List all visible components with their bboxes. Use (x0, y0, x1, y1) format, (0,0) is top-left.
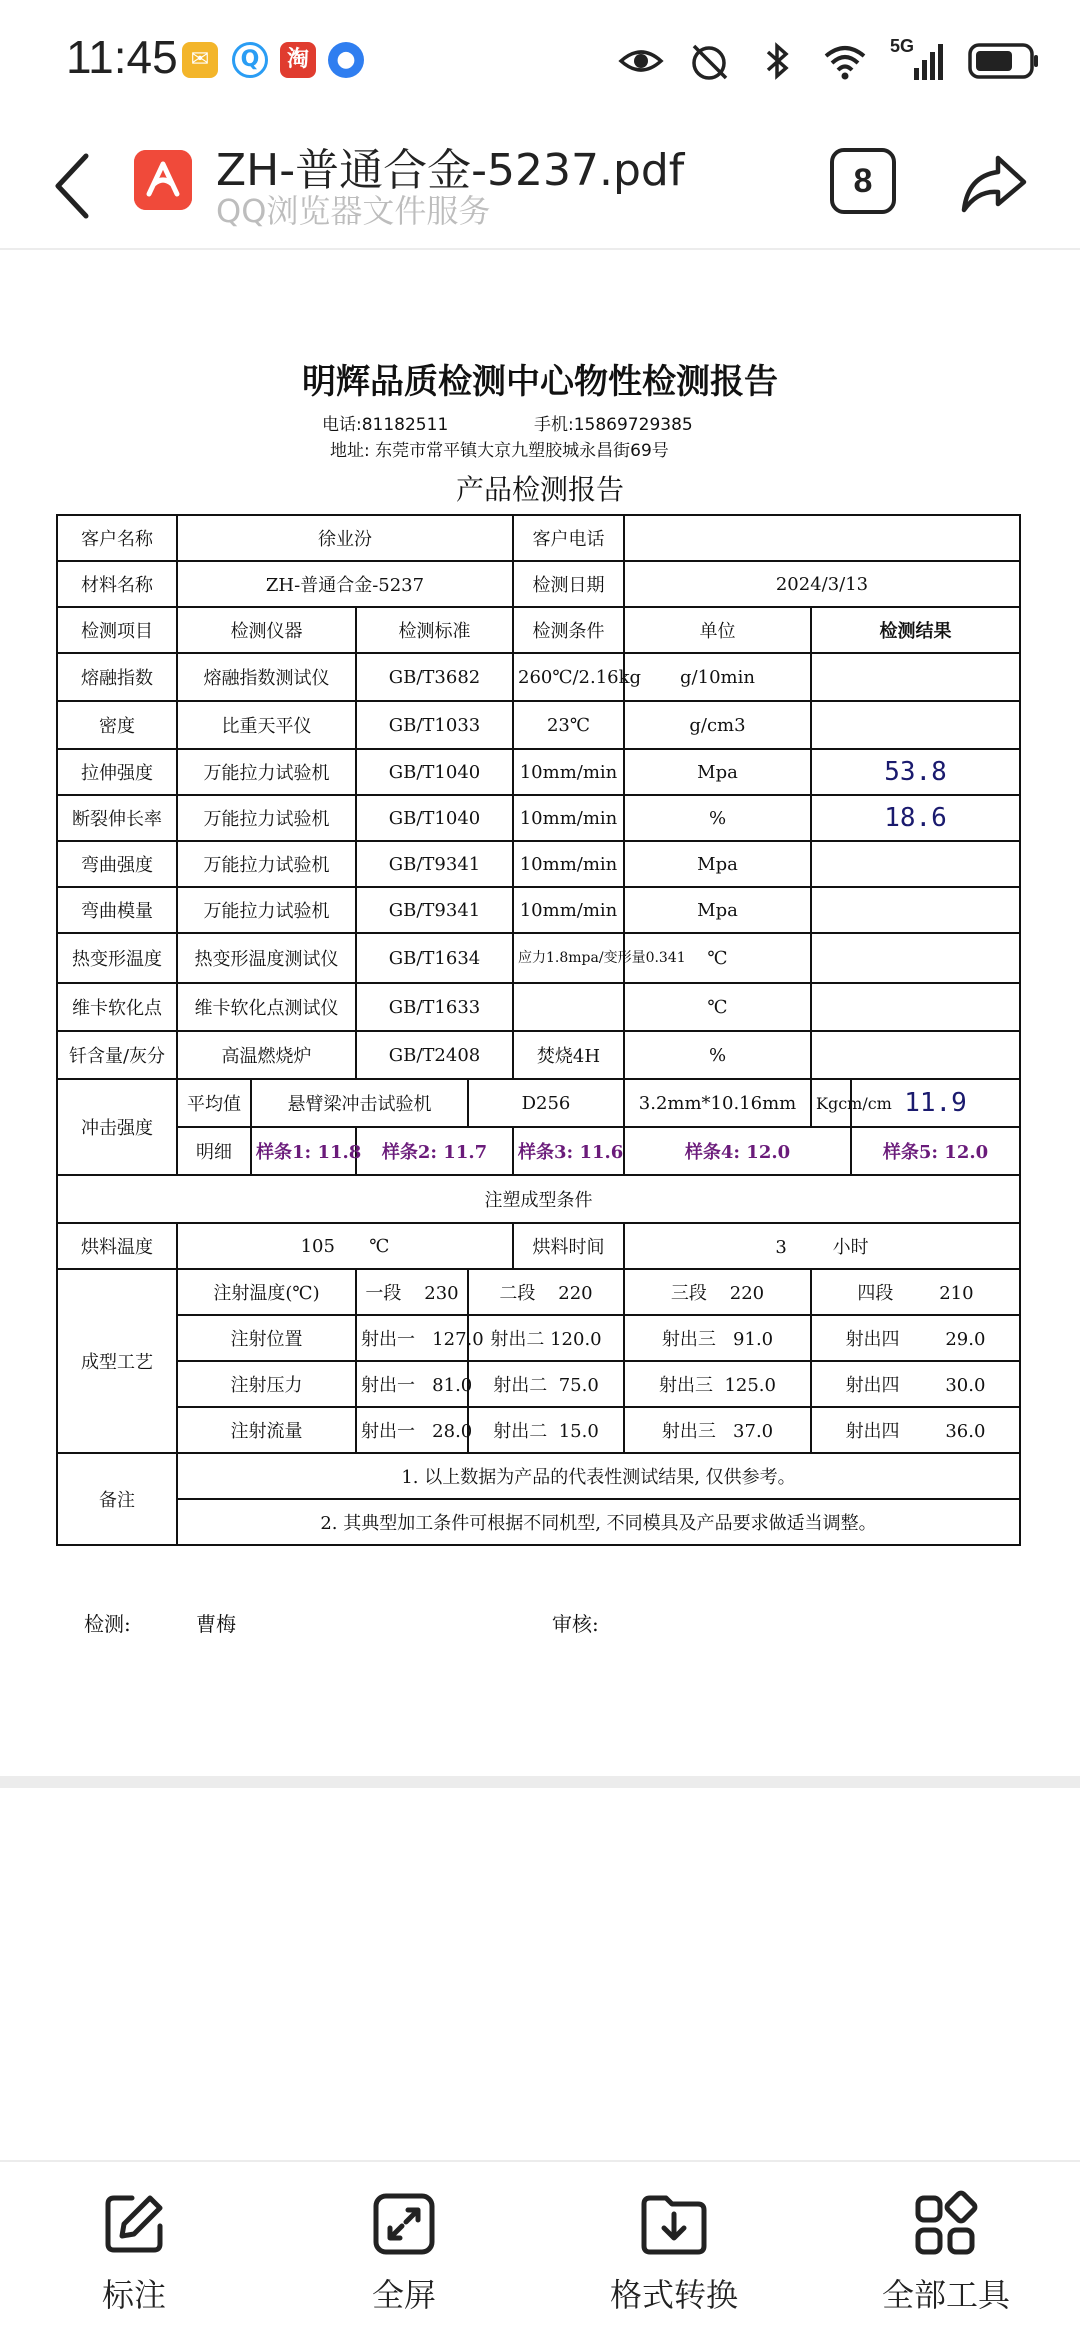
process-row (57, 1315, 1020, 1361)
impact-sample-1 (251, 1127, 362, 1175)
cell-label: 二段 (499, 1283, 536, 1304)
row-instrument: 万能拉力试验机 (177, 795, 356, 841)
table-row (57, 1031, 1020, 1079)
row-instrument: 比重天平仪 (177, 701, 356, 749)
impact-sample-2 (356, 1127, 513, 1175)
process-cell (468, 1407, 624, 1453)
row-instrument: 万能拉力试验机 (177, 749, 356, 795)
drying-temp-label: 烘料温度 (57, 1223, 177, 1269)
report-table (56, 514, 1021, 1546)
convert-button[interactable] (584, 2192, 764, 2316)
process-row-label: 注射压力 (177, 1361, 356, 1407)
sample-label: 样条1: (256, 1142, 312, 1163)
cell-value: 91.0 (733, 1329, 774, 1350)
row-unit: g/cm3 (624, 701, 811, 749)
col-header-unit: 单位 (624, 607, 811, 653)
cell-label: 四段 (857, 1283, 894, 1304)
cell-value: 220 (558, 1283, 593, 1304)
report-mobile: 手机:15869729385 (534, 415, 693, 435)
drying-temp-unit: ℃ (369, 1235, 390, 1257)
row-item: 密度 (57, 701, 177, 749)
report-title: 明辉品质检测中心物性检测报告 (302, 362, 778, 402)
notes-label: 备注 (57, 1453, 177, 1545)
impact-detail-label: 明细 (177, 1127, 251, 1175)
col-header-condition: 检测条件 (513, 607, 624, 653)
process-cell (356, 1407, 473, 1453)
row-item: 弯曲强度 (57, 841, 177, 887)
row-result: 53.8 (811, 749, 1020, 795)
process-cell (624, 1361, 811, 1407)
row-standard: GB/T1633 (356, 983, 513, 1031)
process-cell (468, 1269, 624, 1315)
cell-value: 29.0 (945, 1329, 986, 1350)
row-standard: GB/T2408 (356, 1031, 513, 1079)
row-result: 18.6 (811, 795, 1020, 841)
wifi-icon (822, 38, 868, 84)
row-unit: % (624, 1031, 811, 1079)
row-standard: GB/T1040 (356, 749, 513, 795)
row-item: 弯曲模量 (57, 887, 177, 933)
drying-time-unit: 小时 (832, 1237, 869, 1258)
cell-label: 射出三 (661, 1329, 716, 1350)
page-divider (0, 1776, 1080, 1788)
folder-download-icon (640, 2192, 708, 2256)
process-cell (468, 1315, 624, 1361)
row-condition: 23℃ (513, 701, 624, 749)
sample-value: 11.6 (579, 1142, 624, 1163)
row-result (811, 1031, 1020, 1079)
row-instrument: 维卡软化点测试仪 (177, 983, 356, 1031)
table-row (57, 983, 1020, 1031)
process-row-label: 注射位置 (177, 1315, 356, 1361)
process-cell (468, 1361, 624, 1407)
customer-name-label: 客户名称 (57, 515, 177, 561)
drying-time-label: 烘料时间 (513, 1223, 624, 1269)
col-header-result: 检测结果 (811, 607, 1020, 653)
inspector-name: 曹梅 (196, 1612, 236, 1636)
row-standard: GB/T1634 (356, 933, 513, 983)
process-cell (811, 1315, 1020, 1361)
impact-unit: Kgcm/cm (811, 1079, 851, 1127)
row-standard: GB/T1040 (356, 795, 513, 841)
inspector-label: 检测: (84, 1612, 131, 1636)
sample-value: 11.7 (443, 1142, 488, 1163)
row-item: 钎含量/灰分 (57, 1031, 177, 1079)
cell-value: 220 (729, 1283, 765, 1304)
material-name: ZH-普通合金-5237 (177, 561, 513, 607)
impact-average-row (57, 1079, 1020, 1127)
status-time: 11:45 (66, 31, 178, 83)
row-standard: GB/T9341 (356, 841, 513, 887)
taobao-app-icon: 淘 (280, 42, 316, 78)
file-title: ZH-普通合金-5237.pdf (216, 145, 685, 196)
cell-value: 230 (424, 1283, 459, 1304)
cell-label: 一段 (365, 1283, 402, 1304)
convert-label: 格式转换 (609, 2276, 738, 2314)
row-instrument: 熔融指数测试仪 (177, 653, 356, 701)
note-1: 1. 以上数据为产品的代表性测试结果, 仅供参考。 (177, 1453, 1020, 1499)
eye-icon (618, 38, 664, 84)
test-date: 2024/3/13 (624, 561, 1020, 607)
impact-condition: 3.2mm*10.16mm (624, 1079, 811, 1127)
fullscreen-button[interactable] (314, 2192, 494, 2316)
drying-temp: 105 (300, 1235, 335, 1257)
row-condition: 260℃/2.16kg (513, 653, 624, 701)
cell-label: 射出一 (361, 1421, 415, 1442)
cell-label: 射出二 (493, 1421, 548, 1442)
row-instrument: 热变形温度测试仪 (177, 933, 356, 983)
impact-sample-4 (624, 1127, 851, 1175)
drying-time-cell (624, 1223, 1020, 1269)
bluetooth-icon (754, 38, 800, 84)
row-unit: Mpa (624, 841, 811, 887)
customer-phone (624, 515, 1020, 561)
share-icon[interactable] (958, 150, 1030, 216)
table-row (57, 749, 1020, 795)
cell-label: 射出二 (493, 1375, 548, 1396)
row-result (811, 653, 1020, 701)
tab-count-button[interactable]: 8 (830, 148, 896, 214)
cell-value: 36.0 (945, 1421, 986, 1442)
process-cell (811, 1361, 1020, 1407)
cell-value: 75.0 (558, 1375, 599, 1396)
process-row (57, 1361, 1020, 1407)
cell-label: 射出三 (661, 1421, 716, 1442)
mail-app-icon: ✉ (182, 42, 218, 78)
row-item: 断裂伸长率 (57, 795, 177, 841)
fullscreen-label: 全屏 (371, 2276, 436, 2314)
sample-value: 11.8 (317, 1142, 362, 1163)
back-arrow-icon[interactable] (44, 146, 104, 226)
cell-label: 射出四 (845, 1329, 900, 1350)
sample-value: 12.0 (746, 1142, 791, 1163)
customer-phone-label: 客户电话 (513, 515, 624, 561)
row-result (811, 887, 1020, 933)
process-label: 成型工艺 (57, 1269, 177, 1453)
cell-value: 120.0 (550, 1329, 602, 1350)
row-unit: % (624, 795, 811, 841)
row-item: 熔融指数 (57, 653, 177, 701)
table-row (57, 701, 1020, 749)
row-instrument: 高温燃烧炉 (177, 1031, 356, 1079)
customer-name: 徐业汾 (177, 515, 513, 561)
sample-value: 12.0 (944, 1142, 989, 1163)
drying-temp-cell (177, 1223, 513, 1269)
col-header-standard: 检测标准 (356, 607, 513, 653)
cell-value: 125.0 (724, 1375, 776, 1396)
row-item: 维卡软化点 (57, 983, 177, 1031)
table-row (57, 887, 1020, 933)
app-header (0, 120, 1080, 250)
impact-sample-5 (851, 1127, 1020, 1175)
row-unit: Mpa (624, 887, 811, 933)
row-result (811, 841, 1020, 887)
row-instrument: 万能拉力试验机 (177, 887, 356, 933)
cell-value: 15.0 (558, 1421, 599, 1442)
row-item: 热变形温度 (57, 933, 177, 983)
col-header-instrument: 检测仪器 (177, 607, 356, 653)
cell-label: 射出一 (361, 1329, 415, 1350)
cellular-signal-icon (890, 38, 946, 84)
drying-time: 3 (775, 1237, 787, 1258)
test-date-label: 检测日期 (513, 561, 624, 607)
network-type: 5G (890, 36, 915, 56)
impact-result: 11.9 (851, 1079, 1020, 1127)
table-row (57, 933, 1020, 983)
sample-label: 样条2: (381, 1142, 438, 1163)
cell-value: 81.0 (432, 1375, 473, 1396)
process-cell (356, 1315, 484, 1361)
impact-standard: D256 (468, 1079, 624, 1127)
impact-avg-label: 平均值 (177, 1079, 251, 1127)
report-address: 地址: 东莞市常平镇大京九塑胶城永昌街69号 (330, 441, 669, 461)
status-bar (0, 0, 1080, 120)
alarm-off-icon (686, 38, 732, 84)
row-item: 拉伸强度 (57, 749, 177, 795)
table-row (57, 653, 1020, 701)
sample-label: 样条3: (518, 1142, 574, 1163)
process-cell (624, 1407, 811, 1453)
process-row-label: 注射流量 (177, 1407, 356, 1453)
row-condition: 焚烧4H (513, 1031, 624, 1079)
material-name-label: 材料名称 (57, 561, 177, 607)
impact-label: 冲击强度 (57, 1079, 177, 1175)
cell-label: 射出三 (659, 1375, 713, 1396)
row-condition: 10mm/min (513, 795, 624, 841)
row-condition: 10mm/min (513, 749, 624, 795)
row-result (811, 983, 1020, 1031)
row-unit: ℃ (624, 933, 811, 983)
row-condition: 10mm/min (513, 841, 624, 887)
row-standard: GB/T9341 (356, 887, 513, 933)
impact-sample-3 (513, 1127, 624, 1175)
process-row (57, 1269, 1020, 1315)
file-subtitle: QQ浏览器文件服务 (216, 192, 491, 230)
cell-label: 射出四 (845, 1421, 900, 1442)
sample-label: 样条4: (684, 1142, 741, 1163)
row-condition (513, 983, 624, 1031)
molding-title: 注塑成型条件 (57, 1175, 1020, 1223)
row-instrument: 万能拉力试验机 (177, 841, 356, 887)
process-cell (624, 1269, 811, 1315)
cell-label: 射出一 (361, 1375, 415, 1396)
annotate-label: 标注 (101, 2276, 166, 2314)
report-subtitle: 产品检测报告 (455, 473, 624, 506)
col-header-item: 检测项目 (57, 607, 177, 653)
cell-label: 三段 (670, 1283, 707, 1304)
row-standard: GB/T1033 (356, 701, 513, 749)
row-result (811, 933, 1020, 983)
cell-label: 射出四 (845, 1375, 900, 1396)
row-condition: 应力1.8mpa/变形量0.341 (513, 933, 624, 983)
annotate-button[interactable] (44, 2192, 224, 2316)
grid-apps-icon (914, 2192, 978, 2256)
process-cell (356, 1361, 473, 1407)
cell-label: 射出二 (490, 1329, 545, 1350)
process-cell (811, 1269, 1020, 1315)
report-phone: 电话:81182511 (322, 415, 449, 435)
pdf-file-icon (134, 150, 192, 210)
row-result (811, 701, 1020, 749)
process-row-label: 注射温度(℃) (177, 1269, 356, 1315)
impact-instrument: 悬臂梁冲击试验机 (251, 1079, 468, 1127)
process-cell (811, 1407, 1020, 1453)
edit-icon (102, 2192, 166, 2256)
cell-value: 28.0 (432, 1421, 473, 1442)
table-row (57, 841, 1020, 887)
expand-icon (372, 2192, 436, 2256)
cell-value: 210 (939, 1283, 974, 1304)
pdf-page[interactable] (0, 250, 1080, 1780)
sample-label: 样条5: (882, 1142, 939, 1163)
row-standard: GB/T3682 (356, 653, 513, 701)
app-icon: ● (328, 42, 364, 78)
note-2: 2. 其典型加工条件可根据不同机型, 不同模具及产品要求做适当调整。 (177, 1499, 1020, 1545)
row-unit: g/10min (624, 653, 811, 701)
row-unit: Mpa (624, 749, 811, 795)
bottom-toolbar (0, 2160, 1080, 2342)
reviewer-label: 审核: (552, 1612, 599, 1636)
browser-app-icon: Q (232, 42, 268, 78)
cell-value: 127.0 (432, 1329, 484, 1350)
row-condition: 10mm/min (513, 887, 624, 933)
process-cell (356, 1269, 468, 1315)
process-row (57, 1407, 1020, 1453)
table-row (57, 795, 1020, 841)
row-unit: ℃ (624, 983, 811, 1031)
battery-icon (968, 41, 1040, 81)
impact-detail-row (57, 1127, 1020, 1175)
cell-value: 37.0 (733, 1421, 774, 1442)
status-icons (618, 36, 1040, 86)
all-tools-button[interactable] (856, 2192, 1036, 2316)
cell-value: 30.0 (945, 1375, 986, 1396)
all-tools-label: 全部工具 (881, 2276, 1010, 2314)
process-cell (624, 1315, 811, 1361)
